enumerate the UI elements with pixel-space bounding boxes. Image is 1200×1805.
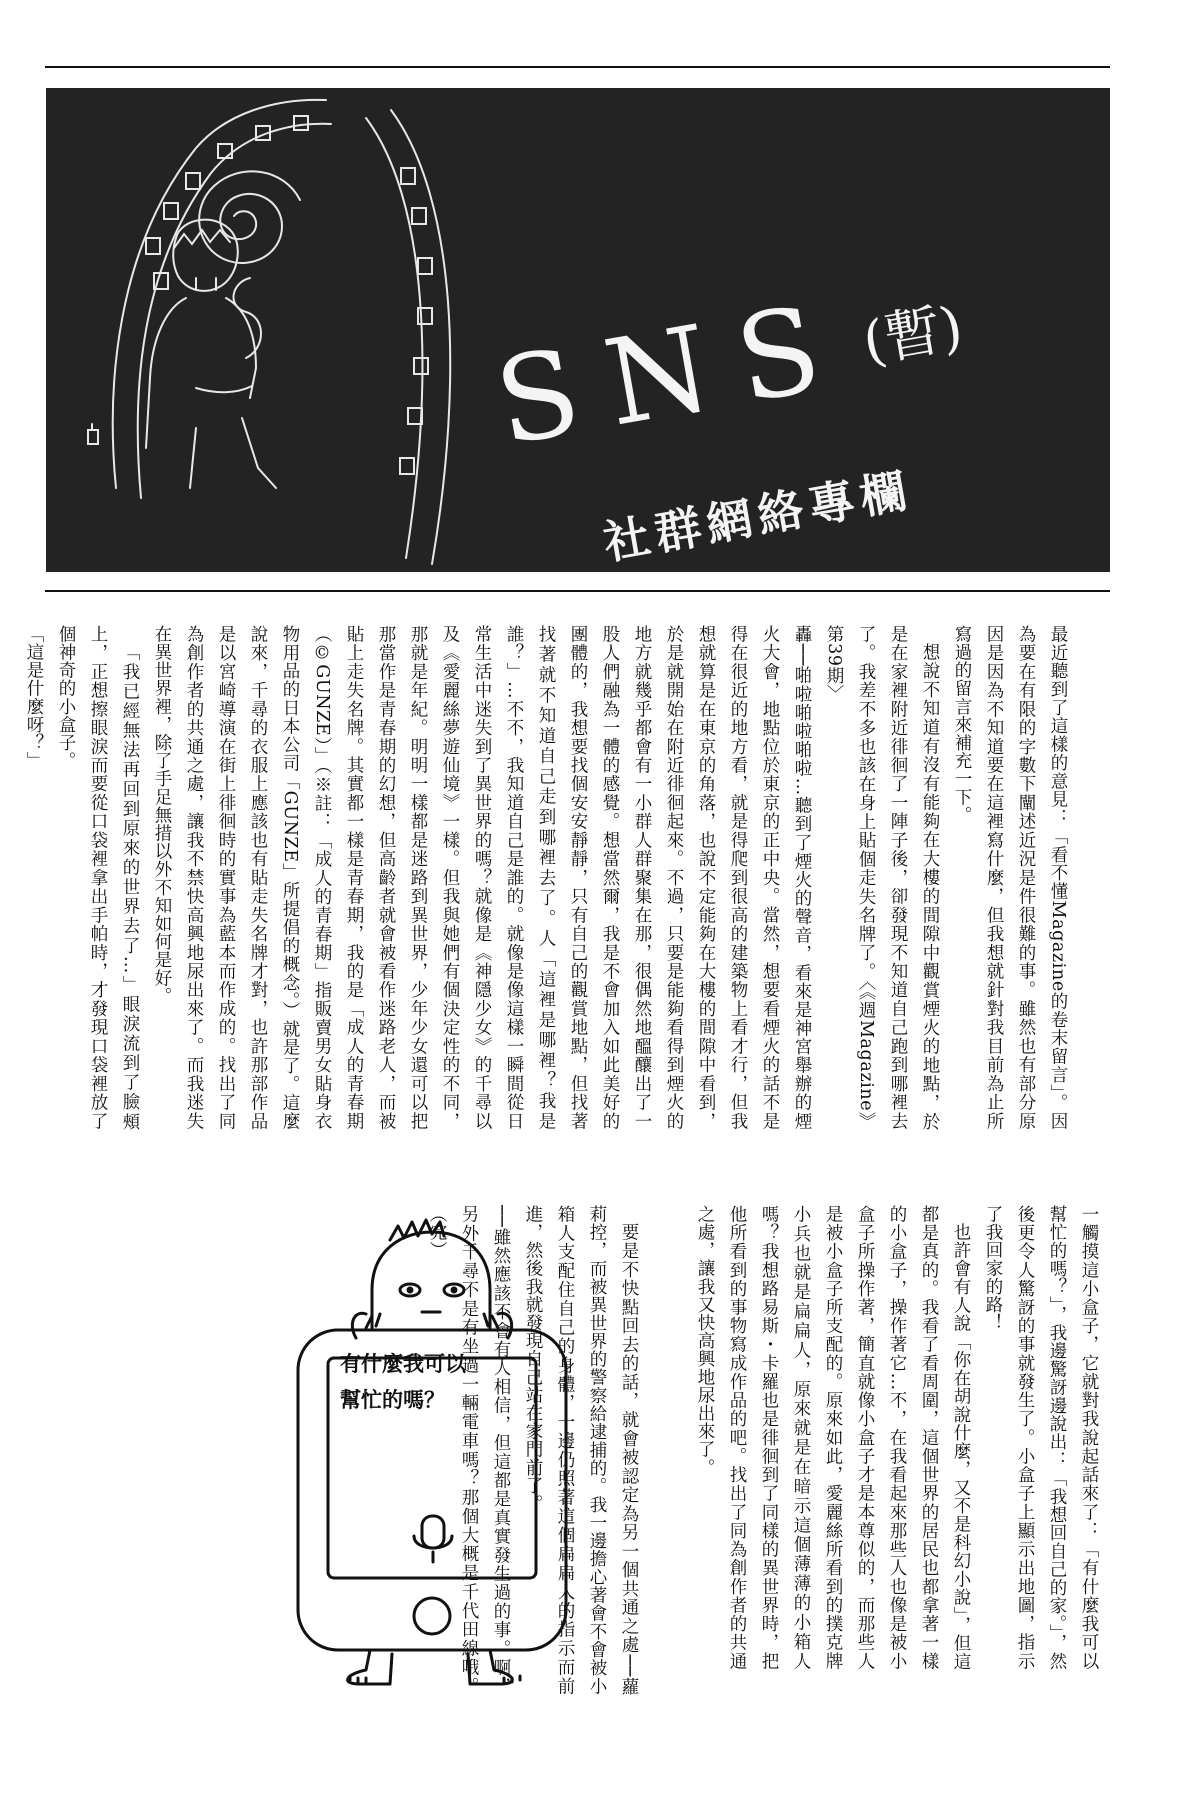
page-title: SNS [486,274,860,472]
title-tag: (暫) [858,294,968,376]
phone-screen-text: 有什麼我可以 [340,1352,466,1376]
paragraph: ──雖然應該不會有人相信，但這都是真實發生過的事。啊，另外千尋不是有坐過一輛電車嗎？那個大概是千代田線哦。（完） [427,1205,511,1695]
paragraph: 也許會有人說「你在胡說什麼，又不是科幻小說」，但這都是真的。我看了看周圍，這個世界的居民也都拿著一樣的小盒子，操作著它…不，在我看起來那些人也像是被小盒子所操作著，簡直就像小盒子才是本尊似的，而那些人是被小盒子所支配的。原來如此，愛麗絲所看到的撲克牌小兵也就是扁扁人，原來就是在暗示這個薄薄的小箱人嗎？我想路易斯・卡羅也是徘徊到了同樣的異世界時，把他所看到的事物寫成作品的吧。找出了同為創作者的共通之處，讓我又快高興地尿出來了。 [695,1205,971,1670]
paragraph: 「這是什麼呀？」 [24,625,44,770]
paragraph: 最近聽到了這樣的意見：「看不懂Magazine的卷末留言」。因為要在有限的字數下闡述近況是件很難的事。雖然也有部分原因是因為不知道要在這裡寫什麼，但我想就針對我目前為止所寫過的留言來補充一下。 [952,625,1068,1130]
article-block-upper [24,625,1074,1130]
top-rule [45,66,1110,68]
title-banner [46,88,1110,572]
article-block-lower-right [680,1205,1105,1670]
paragraph: 轟──啪啦啪啦啪啦…聽到了煙火的聲音，看來是神宮舉辦的煙火大會，地點位於東京的正中央。當然，想要看煙火的話不是得在很近的地方看，就是得爬到很高的建築物上看才行，但我想就算是在東京的角落，也說不定能夠在大樓的間隙中看到，於是就開始在附近徘徊起來。不過，只要是能夠看得到煙火的地方就幾乎都會有一小群人群聚集在那，很偶然地醞釀出了一股人們融為一體的感覺。想當然爾，我是不會加入如此美好的團體的，我想要找個安安靜靜，只有自己的觀賞地點，但找著找著就不知道自己走到哪裡去了。人「這裡是哪裡？我是誰？」…不不，我知道自己是誰的。就像是像這樣一瞬間從日常生活中迷失到了異世界的嗎？就像是《神隱少女》的千尋以及《愛麗絲夢遊仙境》一樣。但我與她們有個決定性的不同，那就是年紀。明明一樣都是迷路到異世界，少年少女還可以把那當作是青春期的幻想，但高齡者就會被看作迷路老人，而被貼上走失名牌。其實都一樣是青春期，我的是「成人的青春期（©GUNZE）」（※註：「成人的青春期」指販賣男女貼身衣物用品的日本公司「GUNZE」所提倡的概念。）就是了。這麼說來，千尋的衣服上應該也有貼走失名牌才對，也許那部作品是以宮崎導演在街上徘徊時的實事為藍本而作成的。找出了同為創作者的共通之處，讓我不禁快高興地尿出來了。而我迷失在異世界裡，除了手足無措以外不知如何是好。 [152,625,812,1130]
phone-screen-text: 幫忙的嗎？ [340,1388,445,1412]
section-rule [45,590,1110,592]
phone-character-illustration [290,1220,630,1690]
paragraph: 要是不快點回去的話，就會被認定為另一個共通之處──蘿莉控，而被異世界的警察給逮捕的。我一邊擔心著會不會被小箱人支配住自己的身體，一邊仍照著這個扁扁人的指示而前進，然後我就發現自己站在家門前了。 [523,1205,639,1695]
paragraph: 「我已經無法再回到原來的世界去了…」眼淚流到了臉頰上，正想擦眼淚而要從口袋裡拿出手帕時，才發現口袋裡放了個神奇的小盒子。 [56,625,140,1130]
page-subtitle: 社群網絡專欄 [599,462,917,571]
paragraph: 想說不知道有沒有能夠在大樓的間隙中觀賞煙火的地點，於是在家裡附近徘徊了一陣子後，卻發現不知道自己跑到哪裡去了。我差不多也該在身上貼個走失名牌了。〈《週Magazine》第39期〉 [824,625,940,1130]
paragraph: 一觸摸這小盒子，它就對我說起話來了：「有什麼我可以幫忙的嗎？」，我邊驚訝邊說出：「我想回自己的家。」，然後更令人驚訝的事就發生了。小盒子上顯示出地圖，指示了我回家的路！ [983,1205,1099,1670]
